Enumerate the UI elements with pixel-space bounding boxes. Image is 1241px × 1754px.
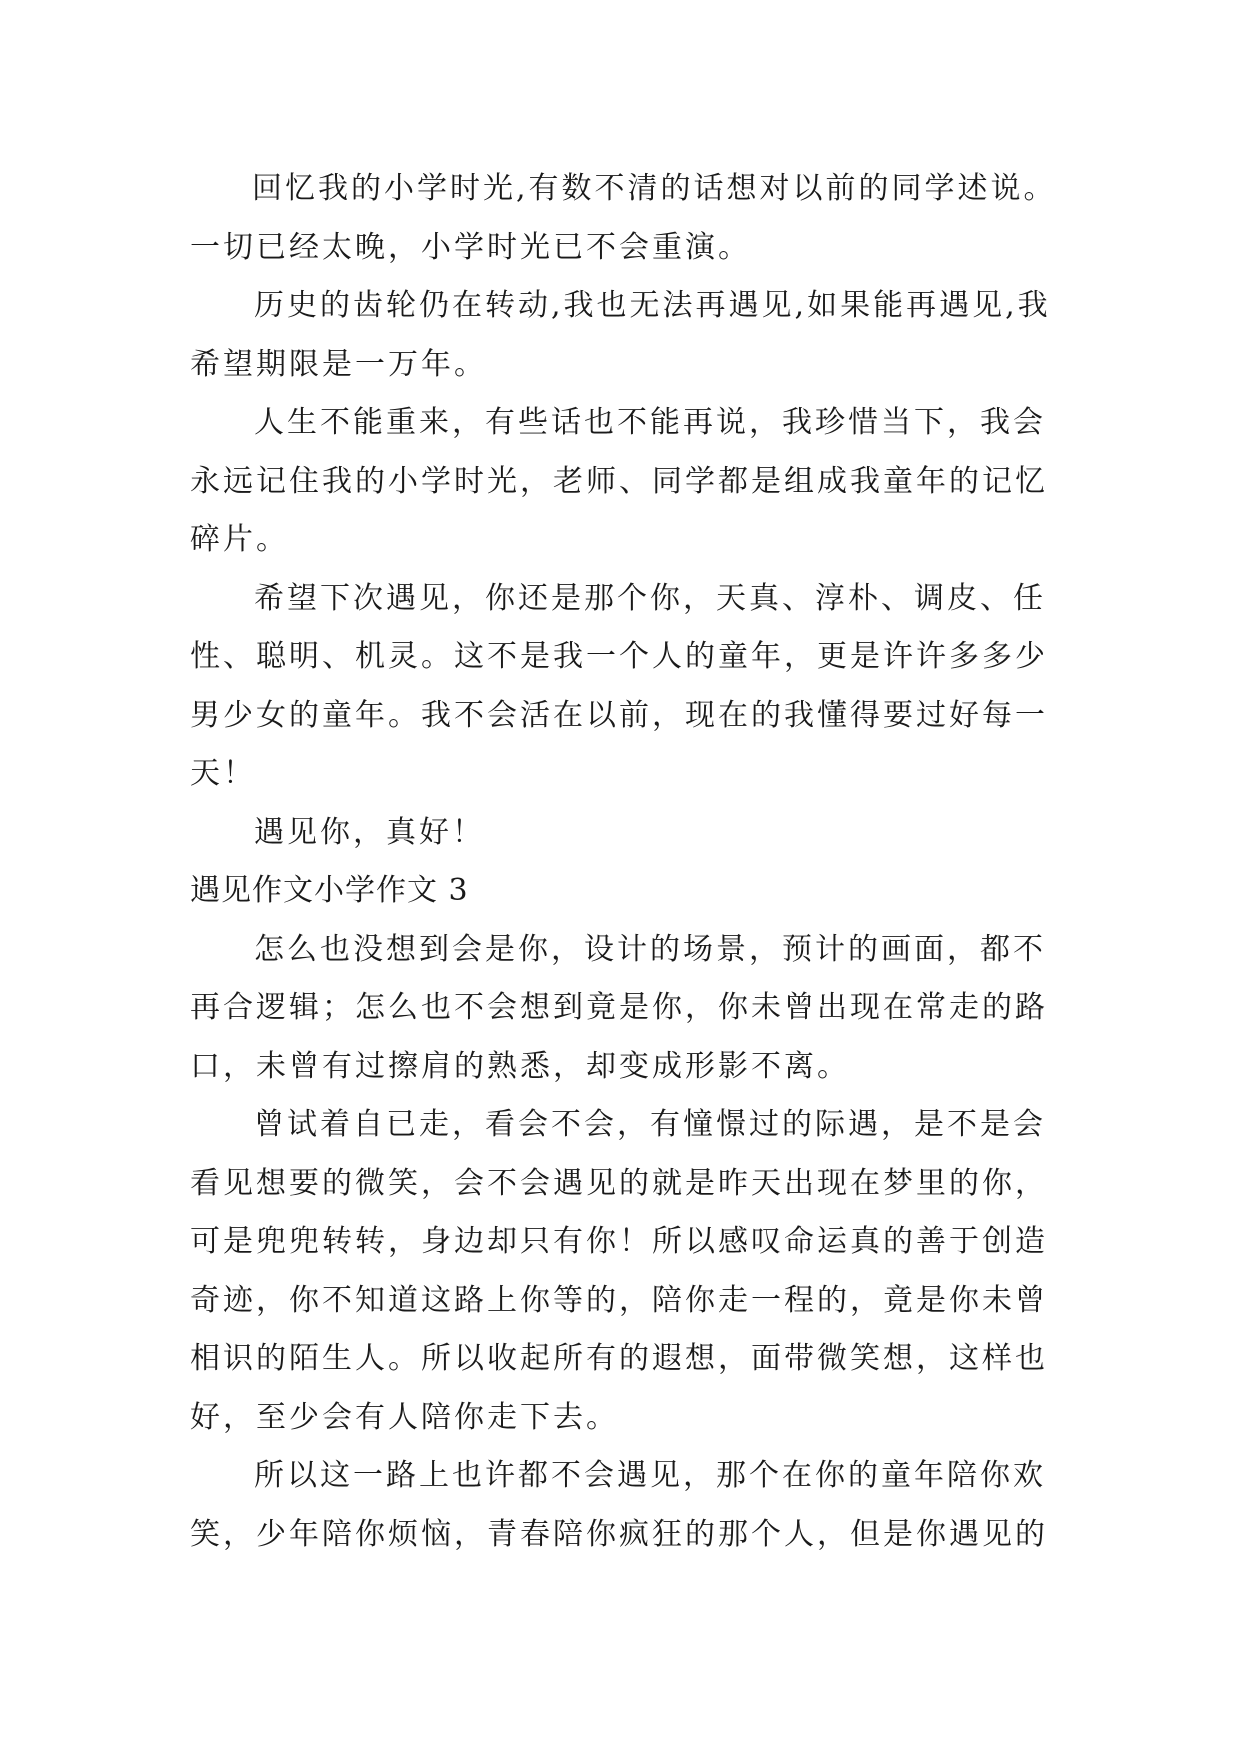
paragraph-4: 希望下次遇见，你还是那个你，天真、淳朴、调皮、任性、聪明、机灵。这不是我一个人的童年，更是许许多多少男少女的童年。我不会活在以前，现在的我懂得要过好每一天！ bbox=[190, 580, 1048, 791]
paragraph-2: 历史的齿轮仍在转动,我也无法再遇见,如果能再遇见,我希望期限是一万年。 bbox=[190, 288, 1051, 382]
paragraph-3: 人生不能重来，有些话也不能再说，我珍惜当下，我会永远记住我的小学时光，老师、同学都是组成我童年的记忆碎片。 bbox=[190, 405, 1048, 557]
document-body bbox=[190, 160, 1060, 1564]
paragraph-1: 回忆我的小学时光,有数不清的话想对以前的同学述说。一切已经太晚，小学时光已不会重演。 bbox=[190, 171, 1057, 265]
paragraph-7: 曾试着自已走，看会不会，有憧憬过的际遇，是不是会看见想要的微笑，会不会遇见的就是昨天出现在梦里的你，可是兜兜转转，身边却只有你！所以感叹命运真的善于创造奇迹，你不知道这路上你等的，陪你走一程的，竟是你未曾相识的陌生人。所以收起所有的遐想，面带微笑想，这样也好，至少会有人陪你走下去。 bbox=[190, 1107, 1048, 1435]
section-heading: 遇见作文小学作文 3 bbox=[190, 873, 469, 908]
paragraph-6: 怎么也没想到会是你，设计的场景，预计的画面，都不再合逻辑；怎么也不会想到竟是你，你未曾出现在常走的路口，未曾有过擦肩的熟悉，却变成形影不离。 bbox=[190, 931, 1048, 1084]
paragraph-8: 所以这一路上也许都不会遇见，那个在你的童年陪你欢笑，少年陪你烦恼，青春陪你疯狂的那个人，但是你遇见的 bbox=[190, 1458, 1048, 1552]
paragraph-5: 遇见你，真好！ bbox=[254, 814, 485, 850]
